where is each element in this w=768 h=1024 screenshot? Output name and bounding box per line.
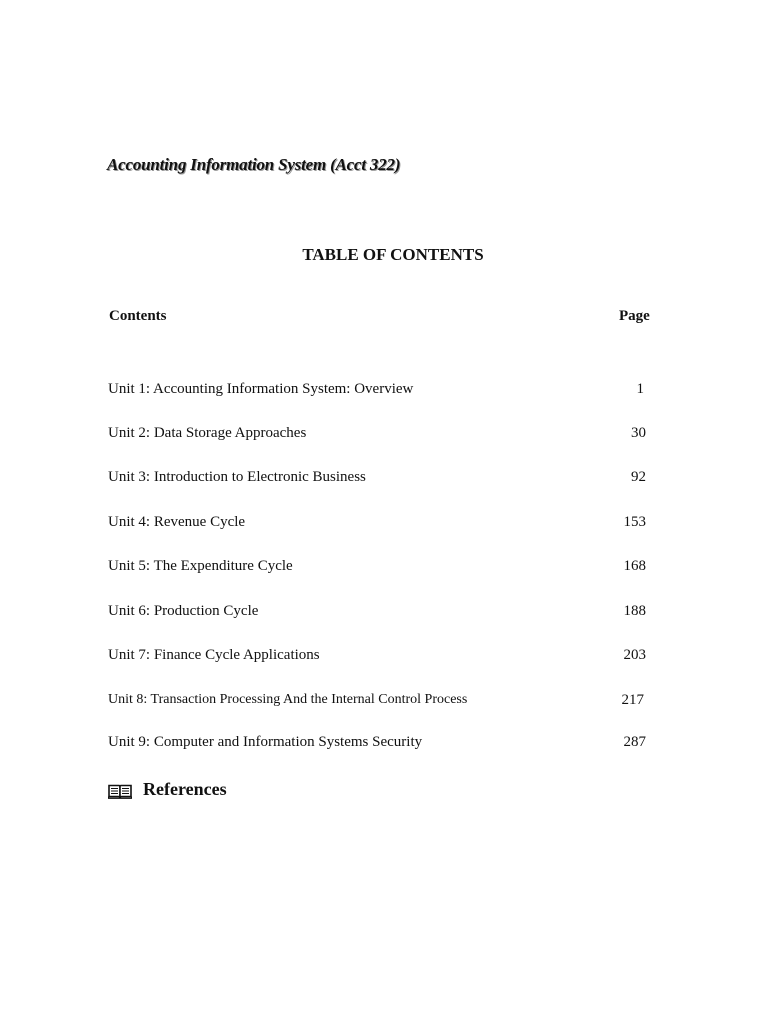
toc-entry-label: Unit 4: Revenue Cycle	[108, 514, 246, 530]
toc-entry	[108, 558, 656, 580]
toc-entry-label: Unit 7: Finance Cycle Applications	[108, 647, 320, 663]
toc-entry-page: 92	[631, 469, 646, 485]
open-book-icon	[108, 783, 132, 799]
toc-entry-page: 1	[636, 381, 644, 397]
toc-entry	[108, 734, 656, 756]
toc-entry	[108, 425, 656, 447]
toc-entry-label: Unit 3: Introduction to Electronic Business	[108, 469, 366, 485]
toc-entry-page: 287	[623, 734, 646, 750]
page-column-header: Page	[619, 308, 650, 324]
toc-entry	[108, 514, 656, 536]
toc-heading: TABLE OF CONTENTS	[302, 245, 484, 264]
toc-entry-page: 217	[621, 692, 644, 708]
toc-entry-page: 153	[623, 514, 646, 530]
toc-entry-page: 168	[623, 558, 646, 574]
contents-column-header: Contents	[109, 308, 167, 324]
toc-entry-label: Unit 6: Production Cycle	[108, 603, 259, 619]
toc-entry	[108, 647, 656, 669]
toc-entry-label: Unit 1: Accounting Information System: Overview	[108, 381, 414, 397]
toc-entry	[108, 381, 656, 403]
document-title: Accounting Information System (Acct 322)	[107, 155, 401, 174]
references-label: References	[143, 779, 227, 799]
toc-entry-page: 30	[631, 425, 646, 441]
toc-entry-label: Unit 5: The Expenditure Cycle	[108, 558, 293, 574]
toc-entry-label: Unit 8: Transaction Processing And the Internal Control Process	[108, 692, 468, 707]
toc-entry	[108, 603, 656, 625]
toc-entry-label: Unit 9: Computer and Information Systems Security	[108, 734, 423, 750]
toc-entry	[108, 692, 656, 714]
toc-entry-label: Unit 2: Data Storage Approaches	[108, 425, 307, 441]
toc-entry-page: 203	[623, 647, 646, 663]
toc-entry	[108, 469, 656, 491]
toc-entry-page: 188	[623, 603, 646, 619]
